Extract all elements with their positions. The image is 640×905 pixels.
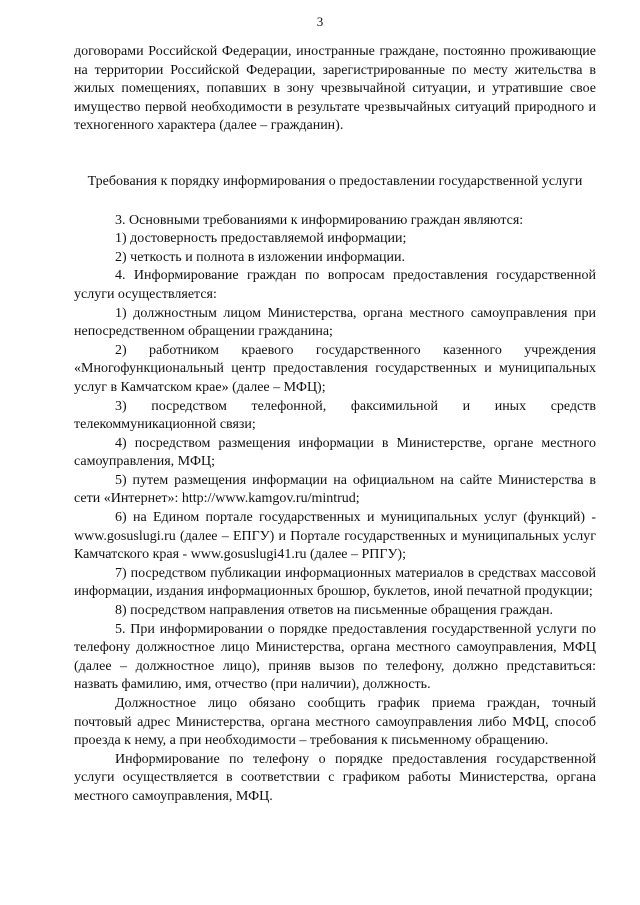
list-item-media: 7) посредством публикации информационных материалов в средствах массовой информации, издания информационных брошюр, буклетов, иной печатной продукции;	[74, 565, 596, 600]
list-item-clarity: 2) четкость и полнота в изложении информации.	[115, 249, 406, 265]
document-body	[74, 43, 596, 807]
paragraph-informing: 4. Информирование граждан по вопросам предоставления государственной услуги осуществляется:	[74, 268, 596, 302]
list-item-website: 5) путем размещения информации на официальном на сайте Министерства в сети «Интернет»: http://www.kamgov.ru/mintrud;	[74, 472, 596, 507]
section-heading: Требования к порядку информирования о предоставлении государственной услуги	[87, 173, 583, 189]
list-item-placement: 4) посредством размещения информации в Министерстве, органе местного самоуправления, МФЦ;	[74, 435, 596, 470]
list-item-official: 1) должностным лицом Министерства, органа местного самоуправления при непосредственном обращении гражданина;	[74, 305, 596, 340]
list-item-portals: 6) на Едином портале государственных и муниципальных услуг (функций) - www.gosuslugi.ru (далее – ЕПГУ) и Портале государственных и муниципальных услуг Камчатского края - www.gosuslugi41.ru (далее – РПГУ);	[74, 510, 596, 563]
list-item-mfc: 2) работником краевого государственного казенного учреждения «Многофункциональный центр предоставления государственных и муниципальных услуг в Камчатском крае» (далее – МФЦ);	[74, 342, 596, 395]
paragraph-official-duties: Должностное лицо обязано сообщить график приема граждан, точный почтовый адрес Министерства, органа местного самоуправления либо МФЦ, способ проезда к нему, а при необходимости – требования к письменному обращению.	[74, 696, 596, 749]
intro-paragraph: договорами Российской Федерации, иностранные граждане, постоянно проживающие на территории Российской Федерации, зарегистрированные по месту жительства в жилых помещениях, попавших в зону чрезвычайной ситуации, и утратившие свое имущество первой необходимости в результате чрезвычайных ситуаций природного и техногенного характера (далее – гражданин).	[74, 44, 596, 134]
paragraph-requirements: 3. Основными требованиями к информированию граждан являются:	[115, 212, 524, 228]
paragraph-phone-schedule: Информирование по телефону о порядке предоставления государственной услуги осуществляется в соответствии с графиком работы Министерства, органа местного самоуправления, МФЦ.	[74, 751, 596, 804]
list-item-telecom: 3) посредством телефонной, факсимильной и иных средств телекоммуникационной связи;	[74, 398, 596, 433]
page-number: 3	[316, 14, 324, 29]
list-item-reliability: 1) достоверность предоставляемой информации;	[115, 231, 407, 247]
paragraph-phone-informing: 5. При информировании о порядке предоставления государственной услуги по телефону должностное лицо Министерства, органа местного самоуправления, МФЦ (далее – должностное лицо), приняв вызов по телефону, должно представиться: назвать фамилию, имя, отчество (при наличии), должность.	[74, 621, 596, 693]
list-item-written-replies: 8) посредством направления ответов на письменные обращения граждан.	[115, 603, 553, 619]
